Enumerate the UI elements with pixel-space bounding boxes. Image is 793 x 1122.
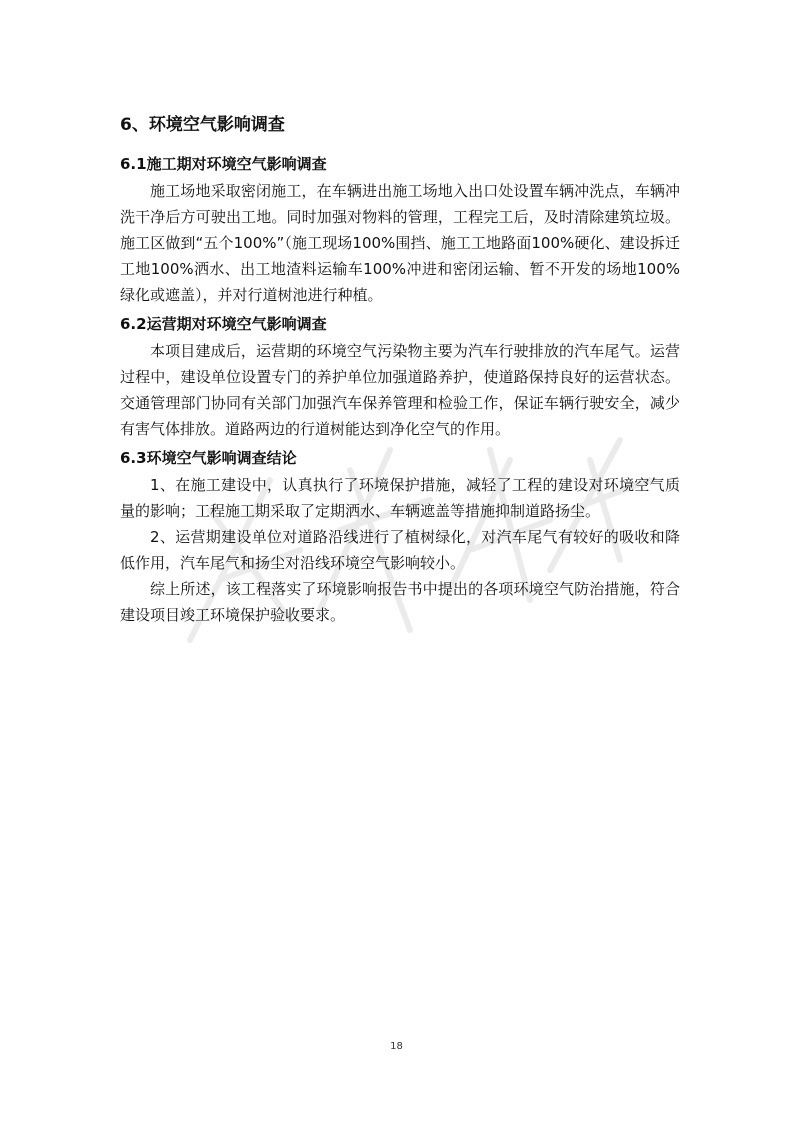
paragraph: 施工场地采取密闭施工，在车辆进出施工场地入出口处设置车辆冲洗点，车辆冲洗干净后方可驶出工地。同时加强对物料的管理，工程完工后，及时清除建筑垃圾。施工区做到“五个100%”（施工现场100%围挡、施工工地路面100%硬化、建设拆迁工地100%洒水、出工地渣料运输车100%冲进和密闭运输、暂不开发的场地100%绿化或遮盖），并对行道树池进行种植。	[120, 182, 680, 304]
paragraph: 1、在施工建设中，认真执行了环境保护措施，减轻了工程的建设对环境空气质量的影响；工程施工期采取了定期洒水、车辆遮盖等措施抑制道路扬尘。	[120, 476, 680, 520]
paragraph: 综上所述，该工程落实了环境影响报告书中提出的各项环境空气防治措施，符合建设项目竣工环境保护验收要求。	[120, 580, 680, 624]
paragraph: 本项目建成后，运营期的环境空气污染物主要为汽车行驶排放的汽车尾气。运营过程中，建设单位设置专门的养护单位加强道路养护，使道路保持良好的运营状态。交通管理部门协同有关部门加强汽车保养管理和检验工作，保证车辆行驶安全，减少有害气体排放。道路两边的行道树能达到净化空气的作用。	[120, 342, 680, 438]
section-heading-6-2: 6.2运营期对环境空气影响调查	[120, 315, 327, 333]
page-number: 18	[390, 1041, 403, 1052]
document-body	[120, 112, 680, 628]
section-heading-6-1: 6.1施工期对环境空气影响调查	[120, 155, 327, 173]
chapter-heading: 6、环境空气影响调查	[120, 115, 285, 135]
section-heading-6-3: 6.3环境空气影响调查结论	[120, 449, 297, 467]
paragraph: 2、运营期建设单位对道路沿线进行了植树绿化，对汽车尾气有较好的吸收和降低作用，汽车尾气和扬尘对沿线环境空气影响较小。	[120, 528, 680, 572]
